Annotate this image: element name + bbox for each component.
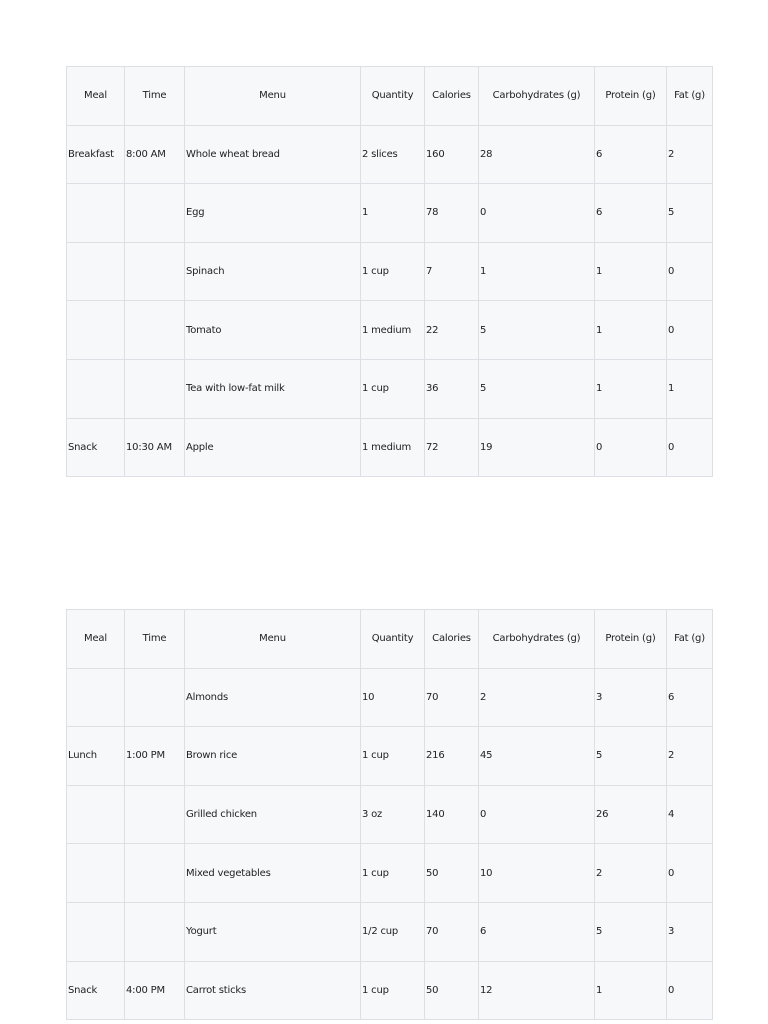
cell-protein: 5	[595, 902, 667, 961]
cell-time	[125, 902, 185, 961]
cell-menu: Tea with low-fat milk	[185, 359, 361, 418]
cell-carbohydrates: 10	[479, 844, 595, 903]
cell-menu: Grilled chicken	[185, 785, 361, 844]
cell-fat: 0	[667, 844, 713, 903]
cell-meal	[67, 844, 125, 903]
meal-plan-table-1	[66, 66, 713, 477]
cell-quantity: 1 cup	[361, 359, 425, 418]
cell-fat: 1	[667, 359, 713, 418]
column-header-menu: Menu	[185, 67, 361, 126]
header-row	[67, 67, 713, 126]
table-body	[67, 125, 713, 477]
cell-time: 4:00 PM	[125, 961, 185, 1020]
cell-calories: 7	[425, 242, 479, 301]
cell-fat: 0	[667, 301, 713, 360]
cell-quantity: 1/2 cup	[361, 902, 425, 961]
cell-time	[125, 184, 185, 243]
table-row	[67, 668, 713, 727]
cell-meal: Breakfast	[67, 125, 125, 184]
cell-time	[125, 301, 185, 360]
cell-calories: 78	[425, 184, 479, 243]
cell-fat: 3	[667, 902, 713, 961]
cell-protein: 0	[595, 418, 667, 477]
cell-carbohydrates: 28	[479, 125, 595, 184]
cell-calories: 22	[425, 301, 479, 360]
cell-protein: 1	[595, 301, 667, 360]
cell-quantity: 3 oz	[361, 785, 425, 844]
table-row	[67, 184, 713, 243]
cell-protein: 1	[595, 359, 667, 418]
cell-time: 10:30 AM	[125, 418, 185, 477]
table-row	[67, 418, 713, 477]
cell-fat: 4	[667, 785, 713, 844]
cell-quantity: 1 medium	[361, 301, 425, 360]
column-header-carbohydrates: Carbohydrates (g)	[479, 610, 595, 669]
table-header	[67, 610, 713, 669]
cell-carbohydrates: 5	[479, 301, 595, 360]
cell-meal	[67, 301, 125, 360]
cell-protein: 26	[595, 785, 667, 844]
cell-fat: 5	[667, 184, 713, 243]
column-header-menu: Menu	[185, 610, 361, 669]
meal-plan-table-2	[66, 609, 713, 1020]
column-header-protein: Protein (g)	[595, 610, 667, 669]
cell-carbohydrates: 45	[479, 727, 595, 786]
column-header-time: Time	[125, 610, 185, 669]
cell-carbohydrates: 6	[479, 902, 595, 961]
cell-fat: 6	[667, 668, 713, 727]
cell-fat: 0	[667, 242, 713, 301]
cell-time: 8:00 AM	[125, 125, 185, 184]
cell-quantity: 10	[361, 668, 425, 727]
cell-protein: 6	[595, 184, 667, 243]
cell-calories: 72	[425, 418, 479, 477]
cell-fat: 0	[667, 418, 713, 477]
table-header	[67, 67, 713, 126]
column-header-fat: Fat (g)	[667, 67, 713, 126]
cell-protein: 6	[595, 125, 667, 184]
cell-meal: Snack	[67, 418, 125, 477]
cell-time	[125, 242, 185, 301]
cell-calories: 36	[425, 359, 479, 418]
cell-quantity: 1 medium	[361, 418, 425, 477]
column-header-meal: Meal	[67, 67, 125, 126]
column-header-time: Time	[125, 67, 185, 126]
cell-protein: 5	[595, 727, 667, 786]
cell-meal	[67, 242, 125, 301]
cell-protein: 2	[595, 844, 667, 903]
column-header-carbohydrates: Carbohydrates (g)	[479, 67, 595, 126]
cell-meal	[67, 359, 125, 418]
cell-carbohydrates: 19	[479, 418, 595, 477]
cell-carbohydrates: 12	[479, 961, 595, 1020]
table-row	[67, 961, 713, 1020]
table-row	[67, 125, 713, 184]
cell-carbohydrates: 5	[479, 359, 595, 418]
cell-meal: Lunch	[67, 727, 125, 786]
cell-menu: Brown rice	[185, 727, 361, 786]
cell-time	[125, 668, 185, 727]
cell-quantity: 2 slices	[361, 125, 425, 184]
cell-calories: 216	[425, 727, 479, 786]
cell-meal: Snack	[67, 961, 125, 1020]
cell-calories: 50	[425, 844, 479, 903]
cell-menu: Apple	[185, 418, 361, 477]
cell-protein: 1	[595, 242, 667, 301]
cell-calories: 50	[425, 961, 479, 1020]
cell-carbohydrates: 1	[479, 242, 595, 301]
cell-carbohydrates: 0	[479, 184, 595, 243]
cell-calories: 140	[425, 785, 479, 844]
column-header-quantity: Quantity	[361, 610, 425, 669]
cell-menu: Carrot sticks	[185, 961, 361, 1020]
table-row	[67, 242, 713, 301]
cell-calories: 160	[425, 125, 479, 184]
cell-calories: 70	[425, 668, 479, 727]
cell-carbohydrates: 2	[479, 668, 595, 727]
cell-quantity: 1 cup	[361, 844, 425, 903]
cell-menu: Tomato	[185, 301, 361, 360]
cell-time	[125, 785, 185, 844]
cell-calories: 70	[425, 902, 479, 961]
column-header-protein: Protein (g)	[595, 67, 667, 126]
cell-menu: Whole wheat bread	[185, 125, 361, 184]
cell-fat: 0	[667, 961, 713, 1020]
column-header-meal: Meal	[67, 610, 125, 669]
cell-protein: 3	[595, 668, 667, 727]
cell-menu: Spinach	[185, 242, 361, 301]
column-header-calories: Calories	[425, 67, 479, 126]
table-row	[67, 359, 713, 418]
table-row	[67, 844, 713, 903]
cell-meal	[67, 184, 125, 243]
cell-meal	[67, 668, 125, 727]
column-header-calories: Calories	[425, 610, 479, 669]
cell-protein: 1	[595, 961, 667, 1020]
cell-meal	[67, 902, 125, 961]
column-header-fat: Fat (g)	[667, 610, 713, 669]
cell-menu: Mixed vegetables	[185, 844, 361, 903]
table-row	[67, 727, 713, 786]
cell-menu: Almonds	[185, 668, 361, 727]
cell-quantity: 1 cup	[361, 961, 425, 1020]
table-row	[67, 902, 713, 961]
header-row	[67, 610, 713, 669]
cell-time	[125, 844, 185, 903]
cell-quantity: 1 cup	[361, 242, 425, 301]
cell-menu: Egg	[185, 184, 361, 243]
column-header-quantity: Quantity	[361, 67, 425, 126]
cell-meal	[67, 785, 125, 844]
table-row	[67, 785, 713, 844]
cell-quantity: 1	[361, 184, 425, 243]
cell-time	[125, 359, 185, 418]
cell-carbohydrates: 0	[479, 785, 595, 844]
table-body	[67, 668, 713, 1020]
cell-fat: 2	[667, 727, 713, 786]
cell-time: 1:00 PM	[125, 727, 185, 786]
cell-menu: Yogurt	[185, 902, 361, 961]
cell-fat: 2	[667, 125, 713, 184]
cell-quantity: 1 cup	[361, 727, 425, 786]
table-row	[67, 301, 713, 360]
